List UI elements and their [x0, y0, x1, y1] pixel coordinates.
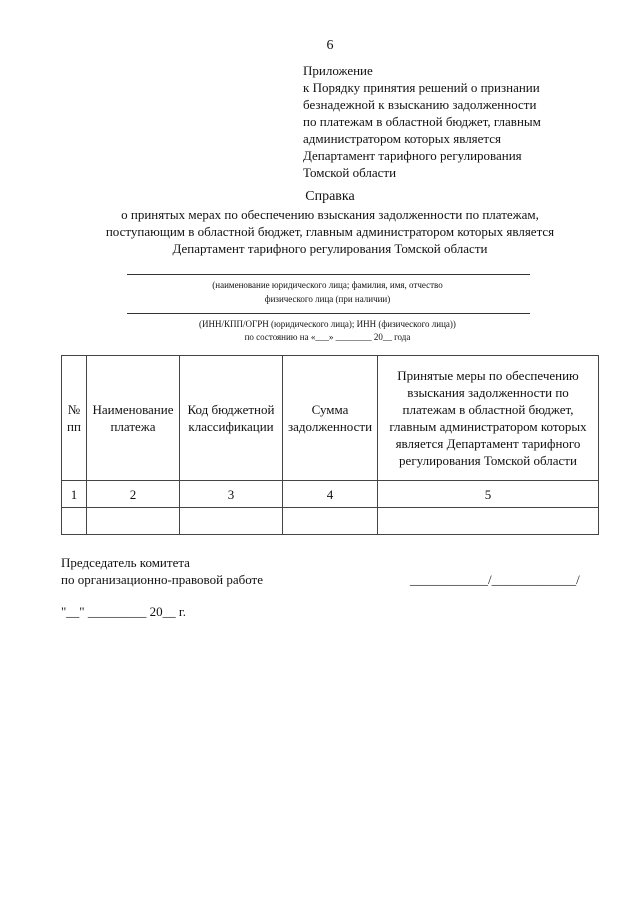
data-cell[interactable] [62, 508, 87, 535]
appendix-line: Департамент тарифного регулирования [303, 148, 522, 163]
numbering-cell: 4 [283, 481, 378, 508]
signature-position-line-2: по организационно-правовой работе [61, 572, 263, 587]
measures-table [61, 355, 599, 535]
document-subtitle [0, 206, 640, 257]
header-cell-debt-amount: Сумма задолженности [283, 356, 378, 481]
appendix-line: по платежам в областной бюджет, главным [303, 114, 541, 129]
page-number: 6 [326, 38, 334, 53]
table-row [62, 508, 599, 535]
document-title: Справка [305, 189, 355, 204]
inn-caption: (ИНН/КПП/ОГРН (юридического лица); ИНН (физического лица)) [199, 319, 456, 329]
appendix-line: Томской области [303, 165, 397, 180]
header-cell-number: № пп [62, 356, 87, 481]
table-numbering-row [62, 481, 599, 508]
signature-blank[interactable]: ____________/_____________/ [410, 572, 580, 587]
appendix-line: администратором которых является [303, 131, 502, 146]
numbering-cell: 1 [62, 481, 87, 508]
subtitle-line: Департамент тарифного регулирования Томской области [172, 241, 488, 256]
header-cell-measures: Принятые меры по обеспечению взыскания задолженности по платежам в областной бюджет, главным администратором которых является Департамент тарифного регулирования Томской области [378, 356, 599, 481]
numbering-cell: 2 [87, 481, 180, 508]
header-cell-budget-code: Код бюджетной классификации [180, 356, 283, 481]
data-cell[interactable] [283, 508, 378, 535]
header-cell-payment-name: Наименование платежа [87, 356, 180, 481]
name-field-line[interactable] [127, 274, 530, 275]
name-caption-1: (наименование юридического лица; фамилия, имя, отчество [212, 280, 443, 290]
inn-field-line[interactable] [127, 313, 530, 314]
table-header-row [62, 356, 599, 481]
data-cell[interactable] [87, 508, 180, 535]
date-caption: по состоянию на «___» ________ 20__ года [244, 332, 411, 342]
name-caption-2: физического лица (при наличии) [264, 294, 391, 304]
appendix-line: безнадежной к взысканию задолженности [303, 97, 537, 112]
appendix-line: к Порядку принятия решений о признании [303, 80, 540, 95]
numbering-cell: 3 [180, 481, 283, 508]
appendix-block [303, 62, 541, 181]
signature-block [61, 554, 263, 588]
signature-position-line-1: Председатель комитета [61, 555, 190, 570]
data-cell[interactable] [378, 508, 599, 535]
appendix-line: Приложение [303, 63, 373, 78]
numbering-cell: 5 [378, 481, 599, 508]
date-blank[interactable]: "__" _________ 20__ г. [61, 604, 186, 619]
subtitle-line: о принятых мерах по обеспечению взыскания задолженности по платежам, [121, 207, 539, 222]
data-cell[interactable] [180, 508, 283, 535]
subtitle-line: поступающим в областной бюджет, главным администратором которых является [105, 224, 555, 239]
